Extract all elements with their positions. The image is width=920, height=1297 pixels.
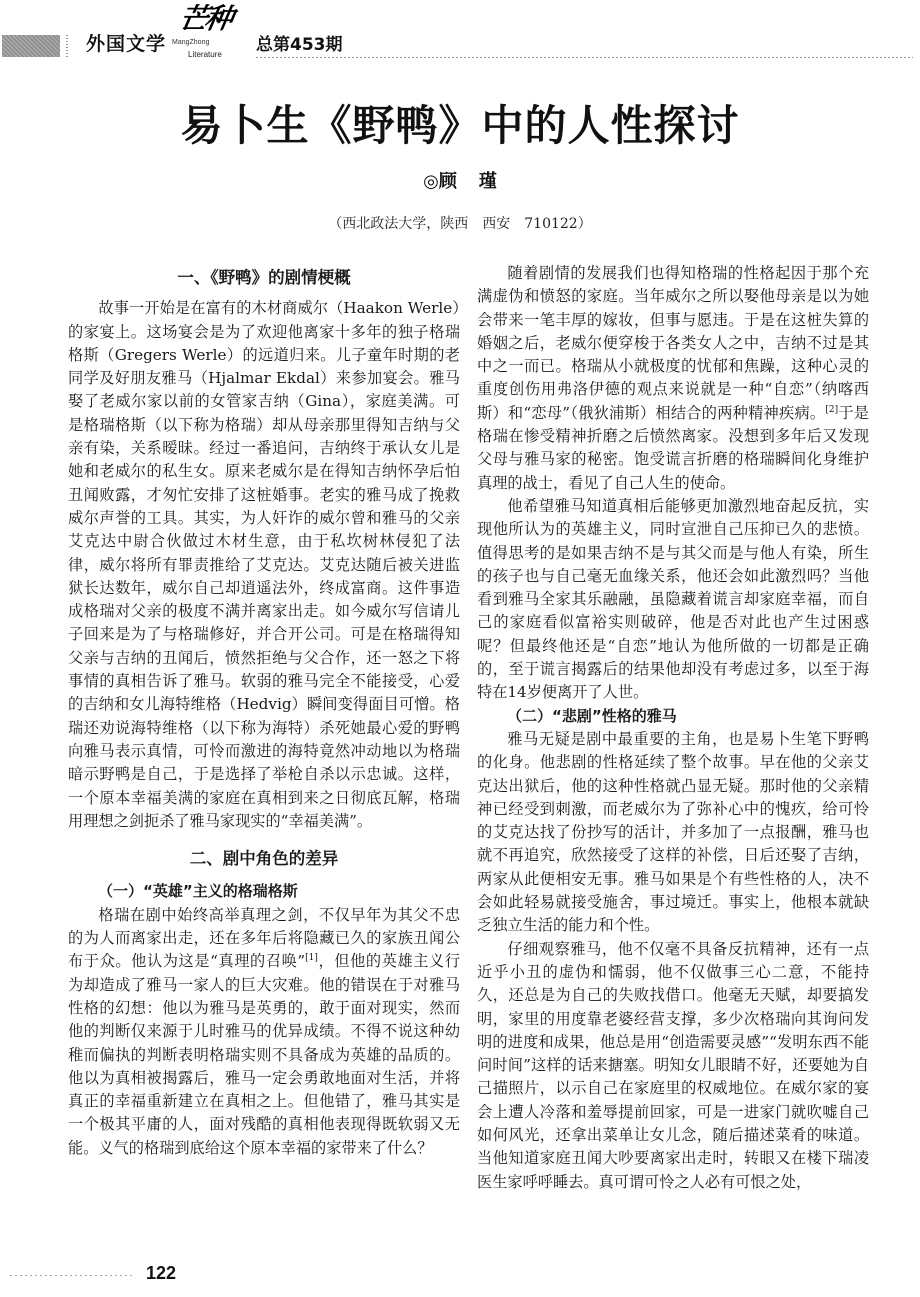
paragraph — [477, 262, 869, 495]
paragraph-text: ，但他的英雄主义行为却造成了雅马一家人的巨大灾难。他的错误在于对雅马性格的幻想：他以为雅马是英勇的，敢于面对现实，然而他的判断仅来源于儿时雅马的优异成绩。不得不说这种幼稚而偏执的判断表明格瑞实则不具备成为英雄的品质的。他以为真相被揭露后，雅马一定会勇敢地面对生活，并将真正的幸福重新建立在真相之上。但他错了，雅马其实是一个极其平庸的人，面对残酷的真相他表现得既软弱又无能。义气的格瑞到底给这个原本幸福的家带来了什么？ — [68, 952, 461, 1157]
paragraph: 他希望雅马知道真相后能够更加激烈地奋起反抗，实现他所认为的英雄主义，同时宣泄自己压抑已久的悲愤。值得思考的是如果吉纳不是与其父而是与他人有染，所生的孩子也与自己毫无血缘关系，他还会如此激烈吗？当他看到雅马全家其乐融融，虽隐藏着谎言却家庭幸福，而自己的家庭看似富裕实则破碎，他是否对此也产生过困惑呢？但最终他还是“自恋”地认为他所做的一切都是正确的，至于谎言揭露后的结果他却没有考虑过多，以至于海特在14岁便离开了人世。 — [477, 496, 869, 702]
running-header — [0, 0, 920, 70]
author-symbol: ◎ — [423, 171, 439, 192]
section-1-heading: 一、《野鸭》的剧情梗概 — [177, 268, 351, 287]
author-line — [0, 170, 920, 194]
section-2-heading: 二、剧中角色的差异 — [189, 849, 339, 869]
footer-rule — [10, 1275, 135, 1276]
paragraph-text: 随着剧情的发展我们也得知格瑞的性格起因于那个充满虚伪和愤怒的家庭。当年威尔之所以娶他母亲是以为她会带来一笔丰厚的嫁妆，但事与愿违。于是在这桩失算的婚姻之后，老威尔便穿梭于各类女人之中，吉纳不过是其中之一而已。格瑞从小就极度的忧郁和焦躁，这种心灵的重度创伤用弗洛伊德的观点来说就是一种“自恋”（纳喀西斯）和“恋母”（俄狄浦斯）相结合的两种精神疾病。 — [477, 264, 869, 422]
journal-logo — [172, 2, 248, 62]
paragraph: 仔细观察雅马，他不仅毫不具备反抗精神，还有一点近乎小丑的虚伪和懦弱，他不仅做事三心二意，不能持久，还总是为自己的失败找借口。他毫无天赋，却要搞发明，家里的用度靠老婆经营支撑，多少次格瑞向其询问发明的进度和成果，他总是用“创造需要灵感”“发明东西不能问时间”这样的话来搪塞。明知女儿眼睛不好，还要她为自己描照片，以示自己在家庭里的权威地位。在威尔家的宴会上遭人冷落和羞辱提前回家，可是一进家门就吹嘘自己如何风光，还拿出菜单让女儿念，随后描述菜肴的味道。当他知道家庭丑闻大吵要离家出走时，转眼又在楼下瑞凌医生家呼呼睡去。真可谓可怜之人必有可恨之处， — [477, 939, 869, 1191]
subsection-1-heading: （一）“英雄”主义的格瑞格斯 — [98, 882, 298, 901]
issue-number: 总第453期 — [256, 35, 343, 55]
header-decoration-block — [2, 35, 60, 57]
citation-1[interactable]: [1] — [305, 953, 318, 964]
page-number: 122 — [146, 1263, 177, 1283]
citation-2[interactable]: [2] — [825, 404, 839, 415]
header-rule — [256, 57, 913, 58]
logo-english: Literature — [188, 50, 222, 59]
article-title: 易卜生《野鸭》中的人性探讨 — [180, 101, 740, 150]
paragraph-text: 格瑞在剧中始终高举真理之剑，不仅早年为其父不忠的为人而离家出走，还在多年后将隐藏已久的家族丑闻公布于众。他认为这是“真理的召唤” — [68, 905, 460, 971]
left-column — [68, 262, 460, 1160]
author-family: 瑾 — [478, 171, 497, 192]
subsection-1-paragraph — [68, 904, 460, 1160]
paragraph-text: 于是格瑞在惨受精神折磨之后愤然离家。没想到多年后又发现父母与雅马家的秘密。饱受谎言折磨的格瑞瞬间化身维护真理的战士，看见了自己人生的使命。 — [477, 403, 869, 492]
journal-section-name: 外国文学 — [86, 33, 167, 55]
logo-calligraphy: 芒种 — [177, 2, 234, 35]
subsection-2-heading: （二）“悲剧”性格的雅马 — [507, 706, 677, 725]
page-footer — [0, 1262, 300, 1292]
header-divider — [66, 35, 68, 57]
section-1-paragraph: 故事一开始是在富有的木材商威尔（Haakon Werle）的家宴上。这场宴会是为了欢迎他离家十多年的独子格瑞格斯（Gregers Werle）的远道归来。儿子童年时期的老同学及好朋友雅马（Hjalmar Ekdal）来参加宴会。雅马娶了老威尔家以前的女管家吉纳（Gina），家庭美满。可是格瑞格斯（以下称为格瑞）却从母亲那里得知吉纳与父亲有染，关系暧昧。经过一番追问，吉纳终于承认女儿是她和老威尔的私生女。原来老威尔是在得知吉纳怀孕后怕丑闻败露，才匆忙安排了这桩婚事。老实的雅马成了挽救威尔声誉的工具。其实，为人奸诈的威尔曾和雅马的父亲艾克达中尉合伙做过木材生意，由于私坎树林侵犯了法律，威尔将所有罪责推给了艾克达。艾克达随后被关进监狱长达数年，威尔自己却逍遥法外，终成富商。这件事造成格瑞对父亲的极度不满并离家出走。如今威尔写信请儿子回来是为了与格瑞修好，并合开公司。可是在格瑞得知父亲与吉纳的丑闻后，愤然拒绝与父合作，还一怒之下将事情的真相告诉了雅马。软弱的雅马完全不能接受，心爱的吉纳和女儿海特维格（Hedvig）瞬间变得面目可憎。格瑞还劝说海特维格（以下称为海特）杀死她最心爱的野鸭向雅马表示真情，可怜而激进的海特竟然冲动地以为格瑞暗示野鸭是自己，于是选择了举枪自杀以示忠诚。这样，一个原本幸福美满的家庭在真相到来之日彻底瓦解，格瑞用理想之剑扼杀了雅马家现实的“幸福美满”。 — [68, 299, 460, 830]
logo-pinyin: MangZhong — [172, 39, 210, 46]
author-given: 顾 — [438, 171, 457, 192]
author-affiliation: （西北政法大学，陕西 西安 710122） — [328, 216, 592, 232]
paragraph: 雅马无疑是剧中最重要的主角，也是易卜生笔下野鸭的化身。他悲剧的性格延续了整个故事。早在他的父亲艾克达出狱后，他的这种性格就凸显无疑。那时他的父亲精神已经受到刺激，而老威尔为了弥补心中的愧疚，给可怜的艾克达找了份抄写的活计，并多加了一点报酬，雅马也就不再追究，欣然接受了这样的补偿，日后还娶了吉纳，两家从此便相安无事。雅马如果是个有些性格的人，决不会如此轻易就接受施舍，事过境迁。事实上，他根本就缺乏独立生活的能力和个性。 — [477, 729, 869, 935]
right-column — [477, 262, 869, 1194]
